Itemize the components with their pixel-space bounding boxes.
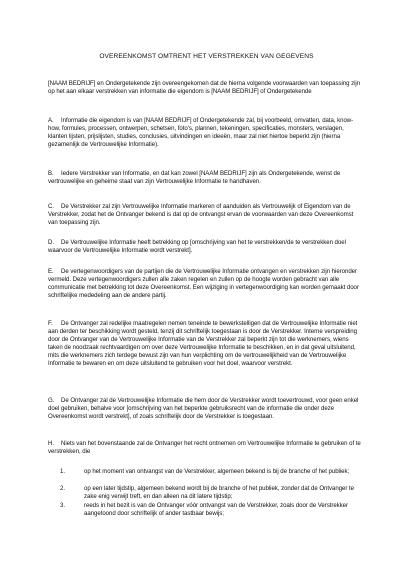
paragraph-c bbox=[48, 203, 363, 227]
paragraph-label: H. bbox=[48, 440, 54, 447]
list-item-2 bbox=[60, 485, 363, 501]
paragraph-text: De vertegenwoordigers van de partijen die de Vertrouwelijke Informatie ontvangen en verstrekken zijn hieronder vermeld. Deze vertegenwoordigers zullen alle zaken regelen en zullen op de hoogte worden gebracht van alle communicatie met betrekking tot deze Overeenkomst. Een wijziging in vertegenwoordiging kan worden gemaakt door schriftelijke mededeling aan de andere partij. bbox=[48, 268, 359, 299]
list-item-text: op het moment van ontvangst van de Verstrekker, algemeen bekend is bij de branche of het publiek; bbox=[84, 468, 350, 475]
paragraph-label: B. bbox=[48, 170, 54, 177]
list-item-number: 2. bbox=[60, 485, 65, 492]
paragraph-f bbox=[48, 320, 363, 367]
paragraph-a bbox=[48, 117, 363, 149]
paragraph-text: De Verstrekker zal zijn Vertrouwelijke Informatie markeren of aanduiden als Vertrouwelijk of Eigendom van de Verstrekker, zodat het de Ontvanger bekend is dat op de ontvangst ervan de voorwaarden van deze Overeenkomst van toepassing zijn. bbox=[48, 203, 354, 226]
list-item-number: 1. bbox=[60, 468, 65, 475]
paragraph-g bbox=[48, 397, 363, 421]
paragraph-h bbox=[48, 440, 363, 456]
paragraph-label: C. bbox=[48, 203, 54, 210]
paragraph-label: D. bbox=[48, 239, 54, 246]
paragraph-text: De Ontvanger zal redelijke maatregelen nemen teneinde te bewerkstelligen dat de Vertrouwelijke Informatie niet aan derden ter beschikking wordt gesteld, tenzij dit schriftelijk toegestaan is door de Verstrekker. Interne verspreiding door de Ontvanger van de Vertrouwelijke Informatie van de Verstrekker zal beperkt zijn tot die werknemers, wiens taken de noodzaak rechtvaardigen om over deze Vertrouwelijke Informatie te beschikken, en in dat geval uitsluitend, mits die werknemers zich terdege bewust zijn van hun verplichting om de vertrouwelijkheid van de Vertrouwelijke Informatie te bewaren en om deze uitsluitend te gebruiken voor het doel, waarvoor verstrekt. bbox=[48, 320, 358, 367]
paragraph-e bbox=[48, 268, 363, 300]
paragraph-text: De Vertrouwelijke Informatie heeft betrekking op [omschrijving van het te verstrekken/de te verstrekken doel waarvoor de Vertrouwelijke Informatie wordt verstrekt]. bbox=[48, 239, 346, 254]
paragraph-label: A. bbox=[48, 117, 54, 124]
paragraph-label: G. bbox=[48, 397, 55, 404]
paragraph-label: E. bbox=[48, 268, 54, 275]
intro-paragraph: [NAAM BEDRIJF] en Ondergetekende zijn overeengekomen dat de hierna volgende voorwaarden van toepassing zijn op het aan elkaar verstrekken van informatie die eigendom is [NAAM BEDRIJF] of Ondergetekende bbox=[48, 80, 361, 95]
paragraph-d bbox=[48, 239, 363, 255]
paragraph-text: De Ontvanger zal de Vertrouwelijke Informatie die hem door de Verstrekker wordt toevertrouwd, voor geen enkel doel gebruiken, behalve voor [omschrijving van het beperkte gebruiksrecht van de informatie die onder deze Overeenkomst wordt verstrekt], of zoals schriftelijk door de Verstrekker is toegestaan. bbox=[48, 397, 359, 420]
list-item-text: reeds in het bezit is van de Ontvanger vóór ontvangst van de Verstrekker, zoals door de Verstrekker aangetoond door schriftelijk of ander tastbaar bewijs; bbox=[84, 502, 348, 517]
list-item-1 bbox=[60, 468, 363, 476]
paragraph-b bbox=[48, 170, 363, 186]
list-item-number: 3. bbox=[60, 502, 65, 509]
paragraph-text: Iedere Verstrekker van Informatie, en dat kan zowel [NAAM BEDRIJF] zijn als Ondergetekende, wenst de vertrouwelijke en geheime staat van zijn Vertrouwelijke Informatie te handhaven. bbox=[48, 170, 341, 185]
list-item-3 bbox=[60, 502, 363, 518]
list-item-text: op een later tijdstip, algemeen bekend wordt bij de branche of het publiek, zonder dat de Ontvanger te zake enig verwijt treft, en dan alleen na dit latere tijdstip; bbox=[84, 485, 354, 500]
paragraph-text: Niets van het bovenstaande zal de Ontvanger het recht ontnemen om Vertrouwelijke Informatie te gebruiken of te verstrekken, die bbox=[48, 440, 361, 455]
paragraph-label: F. bbox=[48, 320, 53, 327]
document-title: OVEREENKOMST OMTRENT HET VERSTREKKEN VAN GEGEVENS bbox=[99, 53, 314, 60]
paragraph-text: Informatie die eigendom is van [NAAM BEDRIJF] of Ondergetekende zal, bij voorbeeld, omvatten, data, know-how, formules, processen, ontwerpen, schetsen, foto's, plannen, tekeningen, specificaties, monsters, verslagen, klanten lijsten, prijslijsten, studies, conclusies, uitvindingen en ideeën, maar zal niet hiertoe beperkt zijn (hierna gezamenlijk de Vertrouwelijke Informatie). bbox=[48, 117, 354, 148]
